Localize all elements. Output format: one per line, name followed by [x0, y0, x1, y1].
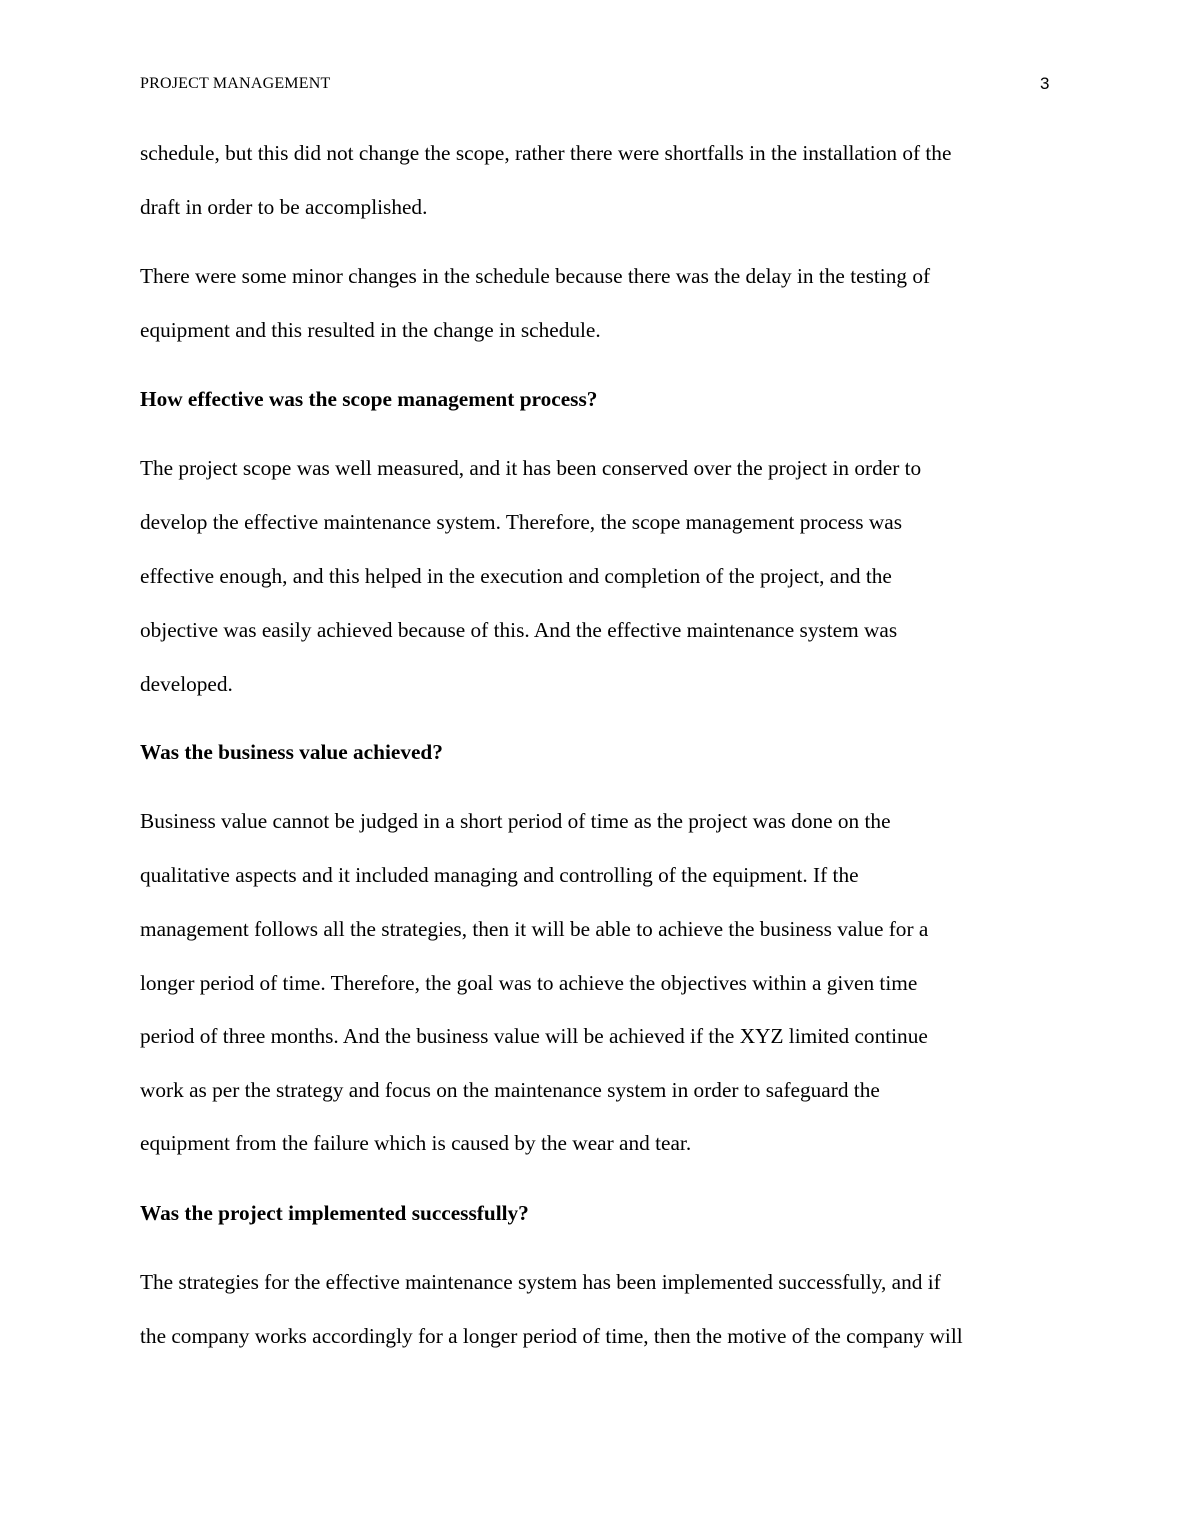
- paragraph-line: equipment from the failure which is caused by the wear and tear.: [140, 1131, 692, 1155]
- paragraph-line: the company works accordingly for a longer period of time, then the motive of the company will: [140, 1324, 963, 1348]
- running-head: PROJECT MANAGEMENT: [140, 75, 331, 92]
- paragraph-line: qualitative aspects and it included managing and controlling of the equipment. If the: [140, 863, 859, 887]
- heading-text: Was the business value achieved?: [140, 740, 443, 764]
- paragraph-line: period of three months. And the business value will be achieved if the XYZ limited continue: [140, 1024, 928, 1048]
- paragraph-line: objective was easily achieved because of this. And the effective maintenance system was: [140, 618, 898, 642]
- paragraph-line: The project scope was well measured, and it has been conserved over the project in order to: [140, 456, 922, 480]
- paragraph-line: equipment and this resulted in the change in schedule.: [140, 318, 601, 342]
- paragraph-line: longer period of time. Therefore, the goal was to achieve the objectives within a given time: [140, 971, 918, 995]
- paragraph-line: schedule, but this did not change the scope, rather there were shortfalls in the installation of the: [140, 141, 952, 165]
- paragraph-line: draft in order to be accomplished.: [140, 195, 428, 219]
- paragraph-line: Business value cannot be judged in a short period of time as the project was done on the: [140, 809, 891, 833]
- paragraph-line: developed.: [140, 672, 233, 696]
- paragraph-line: work as per the strategy and focus on the maintenance system in order to safeguard the: [140, 1078, 880, 1102]
- paragraph-line: develop the effective maintenance system. Therefore, the scope management process was: [140, 510, 903, 534]
- page-number: 3: [1040, 74, 1050, 93]
- heading-text: Was the project implemented successfully?: [140, 1201, 529, 1225]
- paragraph-line: effective enough, and this helped in the execution and completion of the project, and the: [140, 564, 892, 588]
- paragraph-line: There were some minor changes in the schedule because there was the delay in the testing of: [140, 264, 931, 288]
- heading-text: How effective was the scope management process?: [140, 387, 598, 411]
- paragraph-line: The strategies for the effective maintenance system has been implemented successfully, and if: [140, 1270, 941, 1294]
- paragraph-line: management follows all the strategies, then it will be able to achieve the business value for a: [140, 917, 929, 941]
